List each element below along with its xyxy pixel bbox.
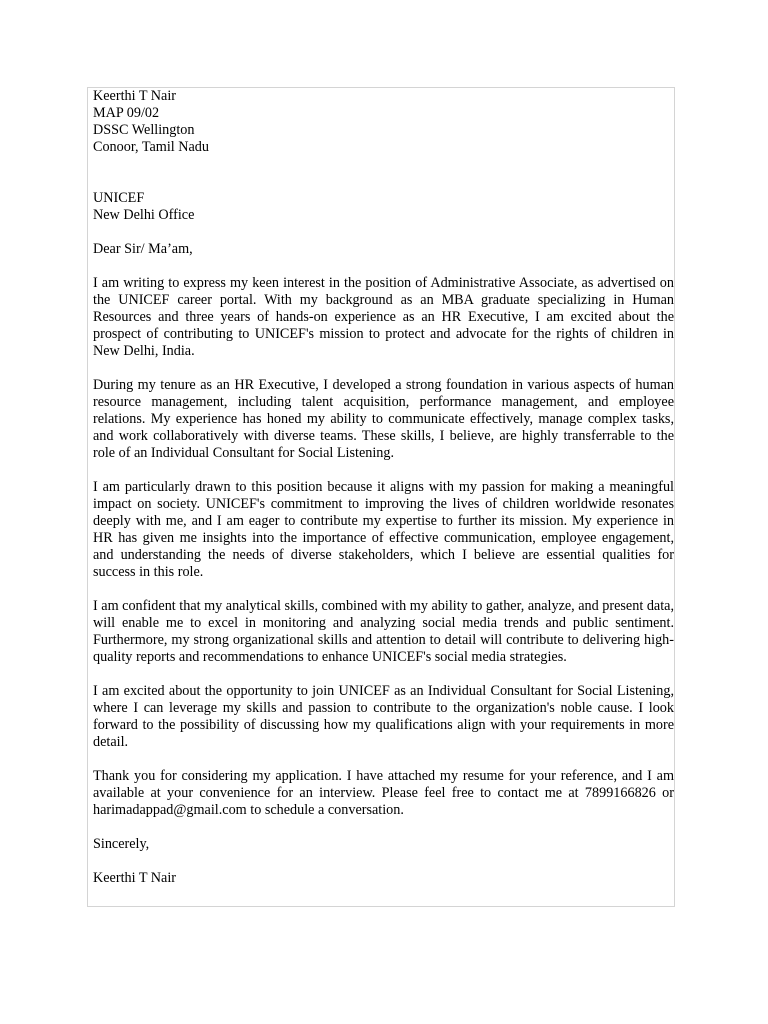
letter-body — [93, 88, 674, 887]
recipient-organization: UNICEF — [93, 190, 145, 206]
sender-address-line-3: Conoor, Tamil Nadu — [93, 139, 209, 155]
paragraph-2: During my tenure as an HR Executive, I developed a strong foundation in various aspects of human resource management, including talent acquisition, performance management, and employee relations. My experience has honed my ability to communicate effectively, manage complex tasks, and work collaboratively with diverse teams. These skills, I believe, are highly transferrable to the role of an Individual Consultant for Social Listening. — [93, 377, 674, 461]
closing: Sincerely, — [93, 836, 150, 852]
sender-address-line-1: MAP 09/02 — [93, 105, 160, 121]
recipient-block — [93, 190, 674, 224]
recipient-office: New Delhi Office — [93, 207, 195, 223]
salutation: Dear Sir/ Ma’am, — [93, 241, 193, 257]
sender-block — [93, 88, 674, 156]
paragraph-5: I am excited about the opportunity to join UNICEF as an Individual Consultant for Social Listening, where I can leverage my skills and passion to contribute to the organization's noble cause. I look forward to the possibility of discussing how my qualifications align with your requirements in more detail. — [93, 683, 674, 750]
paragraph-4: I am confident that my analytical skills, combined with my ability to gather, analyze, and present data, will enable me to excel in monitoring and analyzing social media trends and public sentiment. Furthermore, my strong organizational skills and attention to detail will contribute to delivering high-quality reports and recommendations to enhance UNICEF's social media strategies. — [93, 598, 674, 665]
signature: Keerthi T Nair — [93, 870, 176, 886]
sender-address-line-2: DSSC Wellington — [93, 122, 195, 138]
paragraph-1: I am writing to express my keen interest in the position of Administrative Associate, as advertised on the UNICEF career portal. With my background as an MBA graduate specializing in Human Resources and three years of hands-on experience as an HR Executive, I am excited about the prospect of contributing to UNICEF's mission to protect and advocate for the rights of children in New Delhi, India. — [93, 275, 674, 359]
sender-name: Keerthi T Nair — [93, 88, 176, 104]
paragraph-6: Thank you for considering my application. I have attached my resume for your reference, and I am available at your convenience for an interview. Please feel free to contact me at 7899166826 or harimadappad@gmail.com to schedule a conversation. — [93, 768, 674, 818]
paragraph-3: I am particularly drawn to this position because it aligns with my passion for making a meaningful impact on society. UNICEF's commitment to improving the lives of children worldwide resonates deeply with me, and I am eager to contribute my expertise to further its mission. My experience in HR has given me insights into the importance of effective communication, employee engagement, and understanding the needs of diverse stakeholders, which I believe are essential qualities for success in this role. — [93, 479, 674, 580]
